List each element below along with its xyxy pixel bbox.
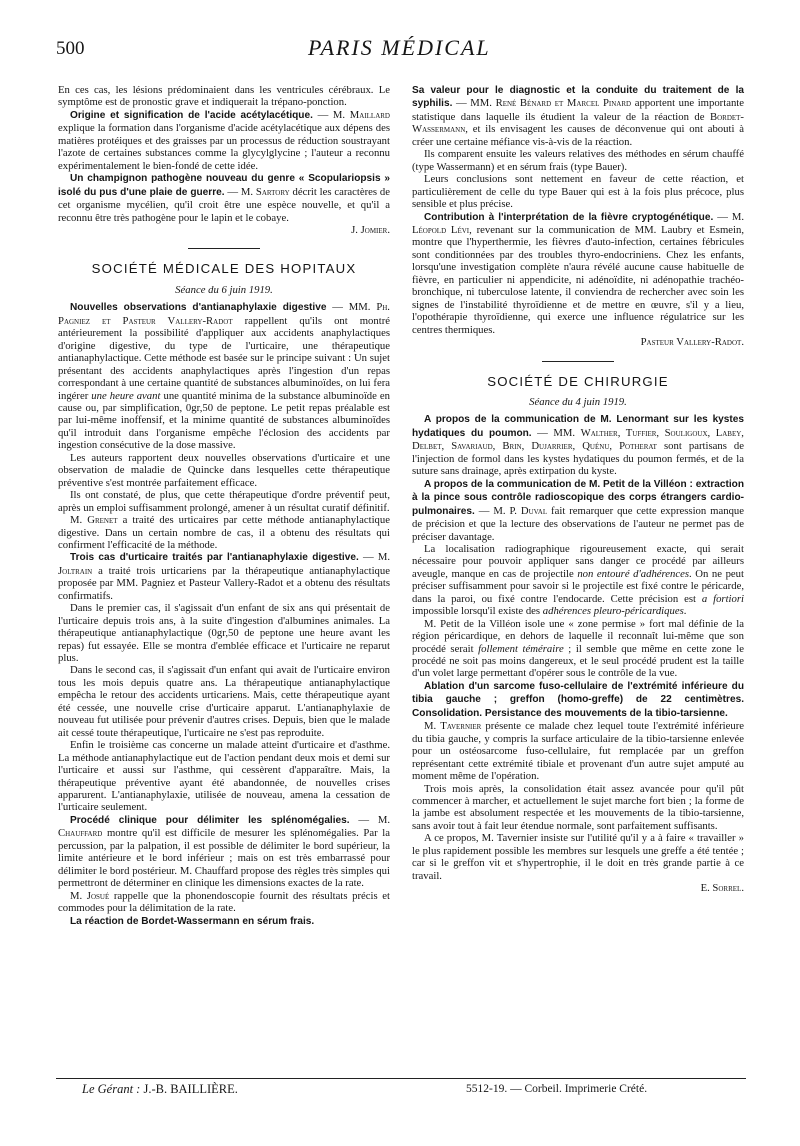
signature: J. Jomier. xyxy=(351,223,390,236)
paragraph: Procédé clinique pour délimiter les splénomégalies. — M. Chauffard montre qu'il est difficile de mesurer les splénomégalies. Par la percussion, par la palpation, il est possible de délimiter le bord supérieur, la limite antérieure et le bord inférieur ; mais on est très embarrassé pour délimiter le bord postérieur. M. Chauffard propose des règles très simples qui permettront de déterminer en clinique les dimensions exactes de la rate. xyxy=(58,813,390,890)
paragraph: Dans le second cas, il s'agissait d'un enfant qui avait de l'urticaire environ tous les mois depuis quatre ans. La thérapeutique antianaphylactique empêcha le retour des accidents urticariens. Mais, cette thérapeutique ayant été cessée, une nouvelle crise d'urticaire apparut. L'antianaphylaxie de nouveau fut utilisée pour prévenir d'autres crises. Depuis, bien que le malade ait cessé toute thérapeutique, l'urticaire ne s'est pas reproduite. xyxy=(58,664,390,739)
footer-manager: Le Gérant : J.-B. BAILLIÈRE. xyxy=(82,1082,238,1096)
paragraph: La réaction de Bordet-Wassermann en sérum frais. xyxy=(70,915,315,927)
paragraph: Les auteurs rapportent deux nouvelles observations d'urticaire et une observation de maladie de Quincke dans lesquelles cette thérapeutique préventive s'est montrée parfaitement efficace. xyxy=(58,451,390,489)
paragraph: A propos de la communication de M. Lenormant sur les kystes hydatiques du poumon. — MM. Walther, Tuffier, Souligoux, Labey, Delbet, Savariaud, Brin, Dujarrier, Quénu, Potherat sont partisans de l'injection de formol dans les kystes hydatiques du poumon fermés, et de la suture sans drainage, après extirpation du kyste. xyxy=(412,414,744,478)
page-number: 500 xyxy=(56,38,85,59)
paragraph: Un champignon pathogène nouveau du genre « Scopulariopsis » isolé du pus d'une plaie de guerre. — M. Sartory décrit les caractères de cet organisme mycélien, qu'il croit être une espèce nouvelle, et qu'il a reconnu être très pathogène pour le lapin et le cobaye. xyxy=(58,173,390,224)
footer-printer: 5512-19. — Corbeil. Imprimerie Crété. xyxy=(466,1083,648,1095)
paragraph: Dans le premier cas, il s'agissait d'un enfant de six ans qui présentait de l'urticaire depuis trois ans, à la suite d'ingestion d'albumines animales. La thérapeutique antianaphylactique (0gr,50 de peptone une heure avant les repas) fut essayée. Elle se montra d'emblée efficace et l'urticaire ne reparut plus. xyxy=(58,602,390,665)
session-date: Séance du 6 juin 1919. xyxy=(175,283,273,296)
paragraph: Ils comparent ensuite les valeurs relatives des méthodes en sérum chauffé (type Wassermann) et en sérum frais (type Bauer). xyxy=(412,148,744,173)
paragraph: Trois mois après, la consolidation était assez avancée pour qu'il pût commencer à marcher, et actuellement le sujet marche fort bien ; la forme de la jambe est absolument respectée et les mouvements de la tibio-tarsienne, sans avoir tout à fait leur étendue normale, sont parfaitement suffisants. xyxy=(412,782,744,832)
section-heading: SOCIÉTÉ DE CHIRURGIE xyxy=(487,373,669,389)
paragraph: En ces cas, les lésions prédominaient dans les ventricules cérébraux. Le symptôme est de pronostic grave et indiquerait la trépano-ponction. xyxy=(58,84,390,109)
section-heading: SOCIÉTÉ MÉDICALE DES HOPITAUX xyxy=(91,261,357,277)
paragraph: Ablation d'un sarcome fuso-cellulaire de l'extrémité inférieure du tibia gauche ; greffon (homo-greffe) de 22 centimètres. Consolidation. Persistance des mouvements de la tibio-tarsienne. xyxy=(412,680,744,719)
paragraph: M. Petit de la Villéon isole une « zone permise » fort mal définie de la région péricardique, en dehors de laquelle il reconnaît lui-même que son procédé serait follement téméraire ; il semble que même en cette zone le procédé ne soit pas moins dangereux, et le seul procédé prudent est la taille d'un volet large permettant d'opérer sous le contrôle de la vue. xyxy=(412,617,744,680)
paragraph: M. Josué rappelle que la phonendoscopie fournit des résultats précis et commodes pour la délimitation de la rate. xyxy=(58,889,390,915)
paragraph: Ils ont constaté, de plus, que cette thérapeutique d'ordre préventif peut, après un emploi suffisamment prolongé, amener à un résultat curatif définitif. xyxy=(58,489,390,514)
separator-rule xyxy=(542,361,614,362)
paragraph: M. Tavernier présente ce malade chez lequel toute l'extrémité inférieure du tibia gauche, y compris la surface articulaire de la tibio-tarsienne enlevée pour un ostéosarcome fuso-cellulaire, fut remplacée par un greffon représentant cette extrémité tibiale et provenant d'un autre sujet amputé au moment même de l'opération. xyxy=(412,720,744,783)
paragraph: Origine et signification de l'acide acétylacétique. — M. Maillard explique la formation dans l'organisme d'acide acétylacétique aux dépens des matières protéiques et des graisses par un processus de réduction soustrayant l'azote de certaines substances comme la glycylglycine ; l'auteur a reconnu expérimentalement le bien-fondé de cette idée. xyxy=(58,108,390,172)
paragraph: M. Grenet a traité des urticaires par cette méthode antianaphylactique digestive. Dans un certain nombre de cas, il a obtenu des résultats qui confirment l'efficacité de la méthode. xyxy=(58,514,390,551)
signature: Pasteur Vallery-Radot. xyxy=(640,336,744,349)
signature: E. Sorrel. xyxy=(700,882,744,895)
journal-title: PARIS MÉDICAL xyxy=(308,35,491,60)
paragraph: Leurs conclusions sont nettement en faveur de cette réaction, et particulièrement de celle du type Bauer qui est à la fois plus précoce, plus sensible et plus précise. xyxy=(412,173,744,211)
paragraph: La localisation radiographique rigoureusement exacte, qui serait nécessaire pour pouvoir appliquer sans danger ce procédé par ailleurs aveugle, manque en cas de projectile non entouré d'adhérences. On ne peut préciser suffisamment pour savoir si le projectile est fixé contre le péricarde, dans la paroi, ou fixé contre l'endocarde. Cette précision est a fortiori impossible lorsqu'il existe des adhérences pleuro-péricardiques. xyxy=(412,542,744,618)
session-date: Séance du 4 juin 1919. xyxy=(529,395,627,408)
footer-rule xyxy=(56,1078,746,1079)
paragraph: Sa valeur pour le diagnostic et la conduite du traitement de la syphilis. — MM. René Bénard et Marcel Pinard apportent une importante statistique dans laquelle ils étudient la valeur de la réaction de Bordet-Wassermann, et ils envisagent les causes de déconvenue qui ont abouti à créer une certaine méfiance vis-à-vis de la réaction. xyxy=(412,85,744,148)
right-column xyxy=(412,84,744,895)
paragraph: A ce propos, M. Tavernier insiste sur l'utilité qu'il y a à faire « travailler » le plus rapidement possible les membres sur lesquels une greffe a été tentée ; car si le greffon vit et s'hypertrophie, il le doit en très grande partie à ce travail. xyxy=(412,832,744,882)
paragraph: Enfin le troisième cas concerne un malade atteint d'urticaire et d'asthme. La méthode antianaphylactique eut de l'action pendant deux mois et demi sur l'urticaire et aussi sur l'asthme, qui cessèrent d'apparaître. Mais, la thérapeutique préventive ayant été abandonnée, de nouvelles crises apparurent. L'antianaphylaxie, utilisée de nouveau, amena la cessation de l'urticaire seulement. xyxy=(58,739,390,814)
left-column xyxy=(58,84,390,928)
paragraph: Nouvelles observations d'antianaphylaxie digestive — MM. Ph. Pagniez et Pasteur Vallery-Radot rappellent qu'ils ont montré antérieurement la possibilité d'appliquer aux accidents anaphylactiques d'origine digestive, du type de l'urticaire, une thérapeutique antianaphylactique. Cette méthode est basée sur le principe suivant : Un sujet présentant des accidents anaphylactiques après l'ingestion d'un repas correspondant à une certaine quantité de substances albuminoïdes, on lui fera ingérer une heure avant une quantité minima de la substance albuminoïde en cause ou, par simplification, 0gr,50 de peptone. Le petit repas préalable est par lui-même inoffensif, et la minime quantité de substances albuminoïdes qu'il introduit dans l'organisme empêche l'éclosion des accidents par ingestion consécutive de la dose massive. xyxy=(58,301,390,452)
paragraph: A propos de la communication de M. Petit de la Villéon : extraction à la pince sous contrôle radioscopique des corps étrangers cardio-pulmonaires. — M. P. Duval fait remarquer que cette expression manque de précision et que la lecture des observations de l'auteur ne permet pas de préciser davantage. xyxy=(412,478,745,543)
paragraph: Contribution à l'interprétation de la fièvre cryptogénétique. — M. Léopold Lévi, revenant sur la communication de MM. Laubry et Esmein, montre que l'hyperthermie, les fièvres d'auto-infection, certaines fébricules sont conditionnées par des troubles thyro-endocriniens. Chez les enfants, lorsqu'une investigation complète n'aura révélé aucune cause habituelle de fièvre, en particulier ni appendicite, ni adénoïdite, ni adénopathie trachéo-bronchique, ni tuberculose latente, il conviendra de rechercher avec soin les signes de l'instabilité thyroïdienne et de mettre en œuvre, s'il y a lieu, l'opothérapie thyroïdienne, qui exerce une influence régulatrice sur les centres thermiques. xyxy=(412,210,744,336)
paragraph: Trois cas d'urticaire traités par l'antianaphylaxie digestive. — M. Joltrain a traité trois urticariens par la thérapeutique antianaphylactique proposée par MM. Pagniez et Pasteur Vallery-Radot et a obtenu des résultats confirmatifs. xyxy=(58,551,390,602)
separator-rule xyxy=(188,248,260,249)
